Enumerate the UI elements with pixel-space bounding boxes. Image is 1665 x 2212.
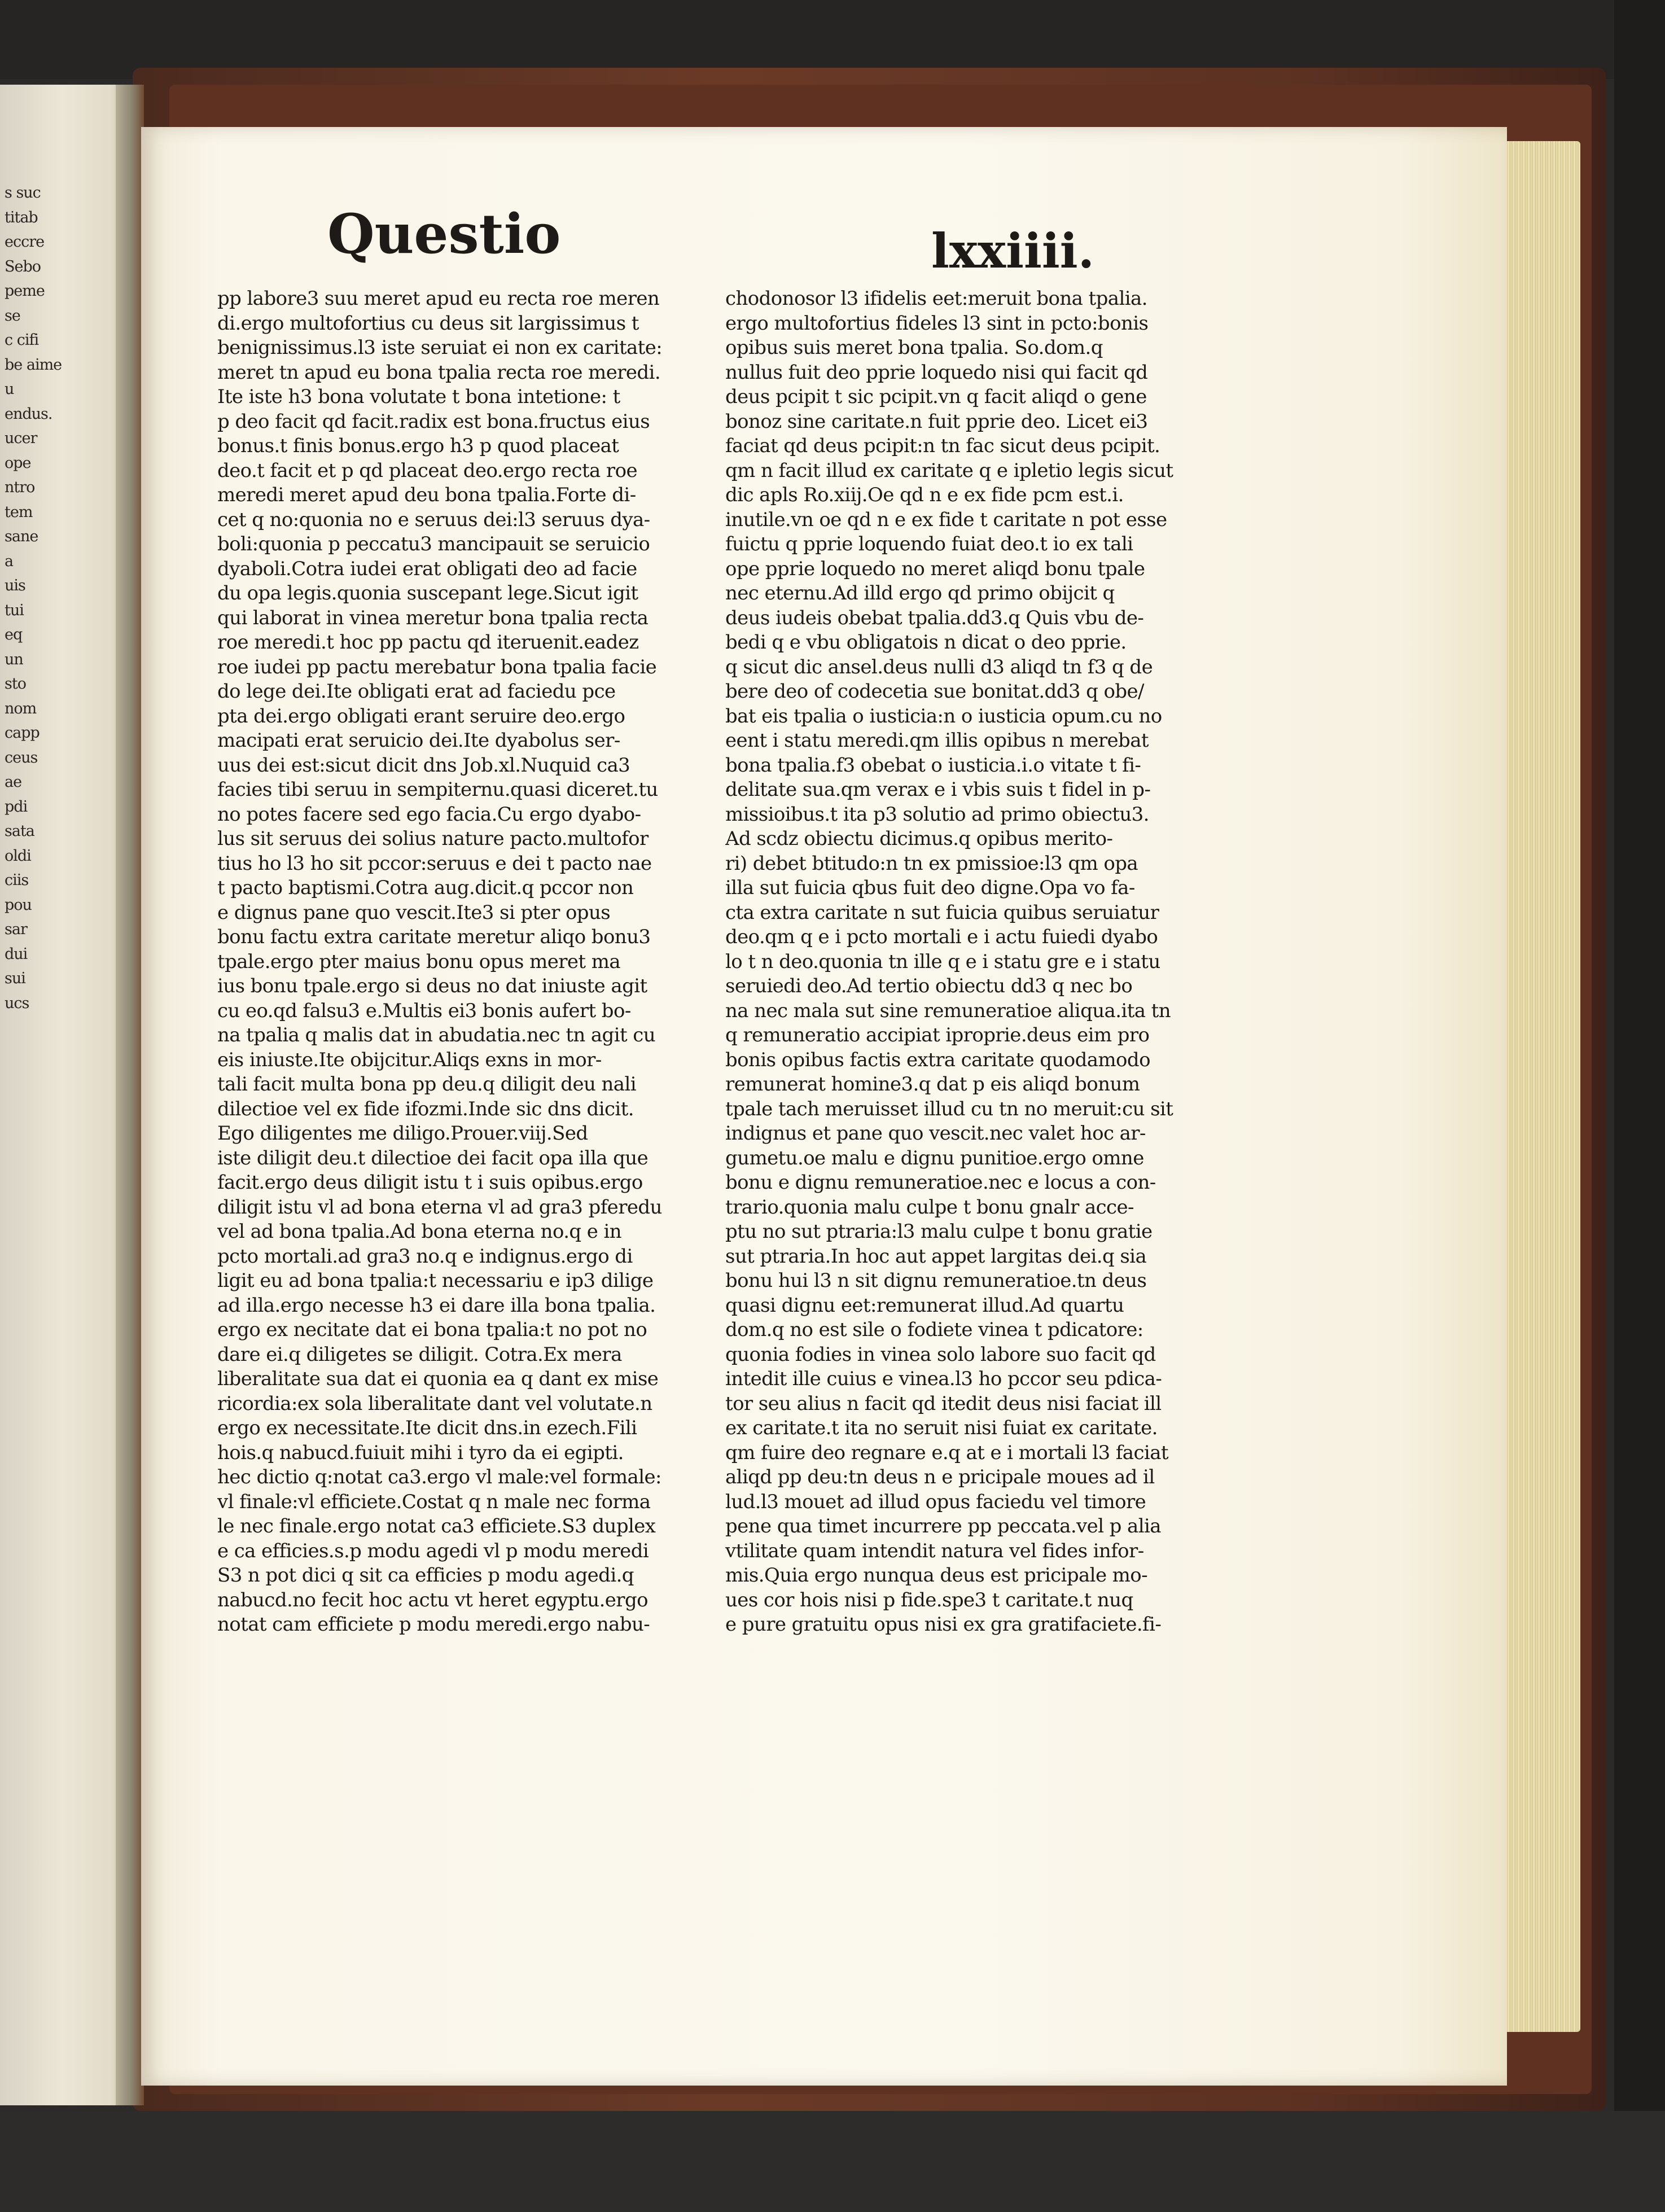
text-line: fuictu q pprie loquendo fuiat deo.t io ex tali <box>725 533 1133 555</box>
text-line: dyaboli.Cotra iudei erat obligati deo ad facie <box>217 557 637 580</box>
text-line: bonu factu extra caritate meretur aliqo bonu3 <box>217 926 651 948</box>
text-line: ad illa.ergo necesse h3 ei dare illa bona tpalia. <box>217 1294 656 1317</box>
verso-fragment: eccre <box>5 233 45 251</box>
text-line: dom.q no est sile o fodiete vinea t pdicatore: <box>725 1319 1143 1341</box>
verso-fragment: ope <box>5 454 31 472</box>
verso-fragment: oldi <box>5 847 31 865</box>
text-line: trario.quonia malu culpe t bonu gnalr acce- <box>725 1195 1134 1219</box>
text-line: q sicut dic ansel.deus nulli d3 aliqd tn f3 q de <box>725 655 1153 678</box>
text-line: Ad scdz obiectu dicimus.q opibus merito- <box>725 827 1113 850</box>
text-line: tius ho l3 ho sit pccor:seruus e dei t pacto nae <box>217 852 652 875</box>
verso-fragment: a <box>5 552 14 570</box>
text-line: ergo multofortius fideles l3 sint in pcto:bonis <box>725 312 1149 335</box>
text-line: na nec mala sut sine remuneratioe aliqua.ita tn <box>725 999 1171 1022</box>
verso-fragment: capp <box>5 724 40 742</box>
text-line: tali facit multa bona pp deu.q diligit deu nali <box>217 1073 636 1096</box>
text-line: di.ergo multofortius cu deus sit largissimus t <box>217 312 639 335</box>
text-line: bonus.t finis bonus.ergo h3 p quod placeat <box>217 435 619 457</box>
running-head-number: lxxiiii. <box>931 223 1094 279</box>
text-line: inutile.vn oe qd n e ex fide t caritate n pot esse <box>725 508 1167 531</box>
text-line: ri) debet btitudo:n tn ex pmissioe:l3 qm opa <box>725 852 1138 875</box>
text-line: benignissimus.l3 iste seruiat ei non ex caritate: <box>217 336 663 359</box>
text-line: iste diligit deu.t dilectioe dei facit opa illa que <box>217 1146 649 1169</box>
verso-fragment: tui <box>5 601 24 619</box>
verso-fragment: dui <box>5 945 28 963</box>
text-line: quasi dignu eet:remunerat illud.Ad quartu <box>725 1294 1124 1317</box>
text-line: ope pprie loquedo no meret aliqd bonu tpale <box>725 557 1145 580</box>
text-line: dic apls Ro.xiij.Oe qd n e ex fide pcm est.i. <box>725 484 1124 506</box>
text-line: lus sit seruus dei solius nature pacto.multofor <box>217 827 649 850</box>
text-line: bona tpalia.f3 obebat o iusticia.i.o vitate t fi- <box>725 754 1141 777</box>
text-line: tpale.ergo pter maius bonu opus meret ma <box>217 950 621 973</box>
verso-fragment: endus. <box>5 405 52 423</box>
text-line: vel ad bona tpalia.Ad bona eterna no.q e in <box>217 1220 622 1243</box>
text-line: bedi q e vbu obligatois n dicat o deo pprie. <box>725 631 1127 654</box>
text-line: intedit ille cuius e vinea.l3 ho pccor seu pdica- <box>725 1368 1162 1390</box>
text-line: tpale tach meruisset illud cu tn no meruit:cu sit <box>725 1097 1173 1120</box>
verso-fragment: ciis <box>5 871 29 889</box>
text-line: le nec finale.ergo notat ca3 efficiete.S3 duplex <box>217 1515 656 1538</box>
text-line: boli:quonia p peccatu3 mancipauit se seruicio <box>217 533 650 555</box>
text-line: pp labore3 suu meret apud eu recta roe meren <box>217 287 660 310</box>
text-line: faciat qd deus pcipit:n tn fac sicut deus pcipit. <box>725 435 1160 457</box>
text-line: roe meredi.t hoc pp pactu qd iteruenit.eadez <box>217 631 639 654</box>
text-line: indignus et pane quo vescit.nec valet hoc ar- <box>725 1122 1146 1145</box>
text-line: lo t n deo.quonia tn ille q e i statu gre e i statu <box>725 950 1160 973</box>
text-line: tor seu alius n facit qd itedit deus nisi faciat ill <box>725 1392 1162 1415</box>
verso-fragment: ucs <box>5 994 29 1012</box>
text-line: no potes facere sed ego facia.Cu ergo dyabo- <box>217 803 641 826</box>
verso-fragment: eq <box>5 626 23 643</box>
text-line: notat cam efficiete p modu meredi.ergo nabu- <box>217 1613 650 1636</box>
text-line: deo.t facit et p qd placeat deo.ergo recta roe <box>217 459 637 482</box>
verso-fragment: nom <box>5 699 37 717</box>
text-line: S3 n pot dici q sit ca efficies p modu agedi.q <box>217 1564 634 1587</box>
text-line: e dignus pane quo vescit.Ite3 si pter opus <box>217 901 611 924</box>
book-gutter <box>116 85 144 2105</box>
background-right <box>1614 0 1665 2212</box>
text-line: diligit istu vl ad bona eterna vl ad gra3 pferedu <box>217 1195 662 1219</box>
text-line: eis iniuste.Ite obijcitur.Aliqs exns in mor- <box>217 1048 602 1071</box>
text-line: ricordia:ex sola liberalitate dant vel volutate.n <box>217 1392 652 1415</box>
verso-fragment: u <box>5 380 14 398</box>
text-line: bat eis tpalia o iusticia:n o iusticia opum.cu no <box>725 704 1162 728</box>
verso-fragment: ae <box>5 773 22 791</box>
text-line: pta dei.ergo obligati erant seruire deo.ergo <box>217 704 625 728</box>
verso-fragment: se <box>5 306 20 325</box>
text-line: Ite iste h3 bona volutate t bona intetione: t <box>217 386 620 408</box>
text-line: gumetu.oe malu e dignu punitioe.ergo omne <box>725 1146 1144 1169</box>
text-line: illa sut fuicia qbus fuit deo digne.Opa vo fa- <box>725 877 1135 899</box>
text-line: aliqd pp deu:tn deus n e pricipale moues ad il <box>725 1466 1155 1488</box>
text-line: ergo ex necessitate.Ite dicit dns.in ezech.Fili <box>217 1417 637 1439</box>
text-line: ergo ex necitate dat ei bona tpalia:t no pot no <box>217 1319 647 1341</box>
text-line: bonu e dignu remuneratioe.nec e locus a con- <box>725 1171 1156 1194</box>
text-line: hois.q nabucd.fuiuit mihi i tyro da ei egipti. <box>217 1441 624 1464</box>
text-line: deus pcipit t sic pcipit.vn q facit aliqd o gene <box>725 386 1147 408</box>
text-line: bonu hui l3 n sit dignu remuneratioe.tn deus <box>725 1269 1147 1292</box>
text-line: bonoz sine caritate.n fuit pprie deo. Licet ei3 <box>725 410 1148 433</box>
text-line: remunerat homine3.q dat p eis aliqd bonum <box>725 1073 1140 1096</box>
verso-fragment: un <box>5 650 23 668</box>
verso-fragment: sar <box>5 921 27 938</box>
text-line: meret tn apud eu bona tpalia recta roe meredi. <box>217 361 661 384</box>
text-line: na tpalia q malis dat in abudatia.nec tn agit cu <box>217 1024 656 1046</box>
text-column-right <box>725 287 1242 1743</box>
text-line: missioibus.t ita p3 solutio ad primo obiectu3. <box>725 803 1149 826</box>
verso-fragment: tem <box>5 503 33 521</box>
text-line: chodonosor l3 ifidelis eet:meruit bona tpalia. <box>725 287 1147 310</box>
text-line: macipati erat seruicio dei.Ite dyabolus ser- <box>217 729 620 752</box>
verso-fragment: titab <box>5 208 38 226</box>
text-line: vtilitate quam intendit natura vel fides infor- <box>725 1539 1144 1562</box>
text-line: cet q no:quonia no e seruus dei:l3 seruus dya- <box>217 508 650 531</box>
text-line: hec dictio q:notat ca3.ergo vl male:vel formale: <box>217 1466 661 1488</box>
verso-fragment: be aime <box>5 356 62 374</box>
verso-text-fragments <box>5 181 106 1761</box>
text-line: Ego diligentes me diligo.Prouer.viij.Sed <box>217 1122 588 1145</box>
text-line: ues cor hois nisi p fide.spe3 t caritate.t nuq <box>725 1588 1133 1611</box>
verso-fragment: sui <box>5 970 25 987</box>
text-line: ptu no sut ptraria:l3 malu culpe t bonu gratie <box>725 1220 1153 1243</box>
verso-fragment: pou <box>5 896 32 914</box>
text-line: liberalitate sua dat ei quonia ea q dant ex mise <box>217 1368 659 1390</box>
text-line: qm fuire deo regnare e.q at e i mortali l3 faciat <box>725 1441 1168 1464</box>
verso-fragment: sane <box>5 528 38 545</box>
text-line: qm n facit illud ex caritate q e ipletio legis sicut <box>725 459 1173 482</box>
text-line: pene qua timet incurrere pp peccata.vel p alia <box>725 1515 1161 1538</box>
text-line: vl finale:vl efficiete.Costat q n male nec forma <box>217 1490 651 1513</box>
verso-fragment: s suc <box>5 184 41 202</box>
text-line: q remuneratio accipiat iproprie.deus eim pro <box>725 1024 1150 1046</box>
text-line: dare ei.q diligetes se diligit. Cotra.Ex mera <box>217 1343 622 1366</box>
text-line: facit.ergo deus diligit istu t i suis opibus.ergo <box>217 1171 643 1194</box>
text-line: ex caritate.t ita no seruit nisi fuiat ex caritate. <box>725 1417 1158 1439</box>
text-line: nec eternu.Ad illd ergo qd primo obijcit q <box>725 582 1115 605</box>
verso-fragment: ceus <box>5 748 38 766</box>
text-line: ligit eu ad bona tpalia:t necessariu e ip3 dilige <box>217 1269 654 1292</box>
background-bottom <box>0 2111 1665 2212</box>
text-line: sut ptraria.In hoc aut appet largitas dei.q sia <box>725 1245 1147 1268</box>
verso-fragment: sata <box>5 822 34 840</box>
text-line: cta extra caritate n sut fuicia quibus seruiatur <box>725 901 1159 924</box>
text-line: facies tibi seruu in sempiternu.quasi diceret.tu <box>217 778 658 801</box>
text-line: bere deo of codecetia sue bonitat.dd3 q obe/ <box>725 680 1144 703</box>
text-line: ius bonu tpale.ergo si deus no dat iniuste agit <box>217 975 647 997</box>
text-line: e ca efficies.s.p modu agedi vl p modu meredi <box>217 1539 649 1562</box>
text-line: qui laborat in vinea meretur bona tpalia recta <box>217 606 649 629</box>
text-line: do lege dei.Ite obligati erat ad faciedu pce <box>217 680 616 703</box>
text-line: du opa legis.quonia suscepant lege.Sicut igit <box>217 582 638 605</box>
text-line: nullus fuit deo pprie loquedo nisi qui facit qd <box>725 361 1148 384</box>
text-line: lud.l3 mouet ad illud opus faciedu vel timore <box>725 1490 1146 1513</box>
running-head-questio: Questio <box>327 202 561 266</box>
text-line: roe iudei pp pactu merebatur bona tpalia facie <box>217 655 657 678</box>
text-line: nabucd.no fecit hoc actu vt heret egyptu.ergo <box>217 1588 648 1611</box>
verso-fragment: Sebo <box>5 257 41 275</box>
text-line: p deo facit qd facit.radix est bona.fructus eius <box>217 410 650 433</box>
text-line: eent i statu meredi.qm illis opibus n merebat <box>725 729 1149 752</box>
text-line: mis.Quia ergo nunqua deus est pricipale mo- <box>725 1564 1148 1587</box>
text-line: dilectioe vel ex fide ifozmi.Inde sic dns dicit. <box>217 1097 634 1120</box>
text-line: cu eo.qd falsu3 e.Multis ei3 bonis aufert bo- <box>217 999 631 1022</box>
text-line: seruiedi deo.Ad tertio obiectu dd3 q nec bo <box>725 975 1133 997</box>
text-line: t pacto baptismi.Cotra aug.dicit.q pccor non <box>217 877 634 899</box>
text-line: delitate sua.qm verax e i vbis suis t fidel in p- <box>725 778 1151 801</box>
verso-fragment: peme <box>5 282 45 300</box>
verso-fragment: sto <box>5 675 26 693</box>
verso-fragment: pdi <box>5 798 28 816</box>
verso-fragment: uis <box>5 577 25 594</box>
text-line: pcto mortali.ad gra3 no.q e indignus.ergo di <box>217 1245 633 1268</box>
text-line: bonis opibus factis extra caritate quodamodo <box>725 1048 1150 1071</box>
text-line: meredi meret apud deu bona tpalia.Forte di- <box>217 484 636 506</box>
background-top <box>0 0 1665 79</box>
text-line: opibus suis meret bona tpalia. So.dom.q <box>725 336 1103 359</box>
text-column-left <box>217 287 700 1743</box>
text-line: uus dei est:sicut dicit dns Job.xl.Nuquid ca3 <box>217 754 630 777</box>
verso-fragment: ntro <box>5 479 35 496</box>
text-line: e pure gratuitu opus nisi ex gra gratifaciete.fi- <box>725 1613 1162 1636</box>
text-line: deus iudeis obebat tpalia.dd3.q Quis vbu de- <box>725 606 1144 629</box>
text-line: deo.qm q e i pcto mortali e i actu fuiedi dyabo <box>725 926 1158 948</box>
text-line: quonia fodies in vinea solo labore suo facit qd <box>725 1343 1156 1366</box>
verso-fragment: ucer <box>5 430 37 447</box>
verso-fragment: c cifi <box>5 331 39 349</box>
